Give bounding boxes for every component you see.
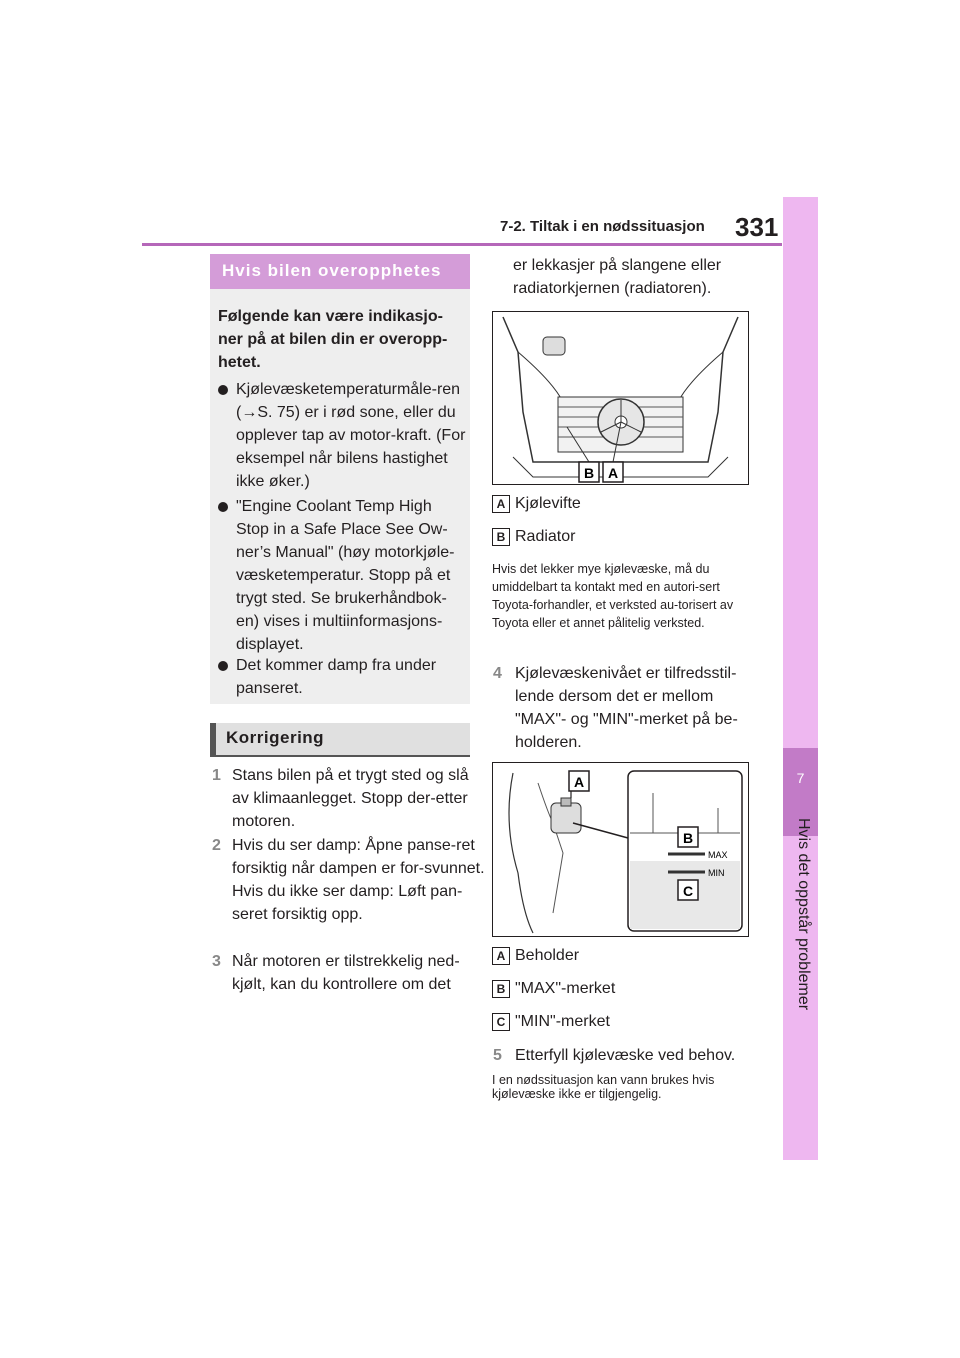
subsection-heading: Korrigering	[210, 723, 470, 755]
legend-text: "MIN"-merket	[515, 1013, 610, 1030]
intro-text: Følgende kan være indikasjo-ner på at bilen din er overopp-hetet.	[218, 308, 448, 371]
legend-text: Kjølevifte	[515, 495, 581, 512]
section-banner: Hvis bilen overopphetes	[210, 254, 470, 289]
step-text: Stans bilen på et trygt sted og slå av klimaanlegget. Stopp der-etter motoren.	[232, 767, 469, 830]
step-number: 3	[212, 953, 221, 970]
step-5	[493, 1044, 755, 1067]
step-text: Når motoren er tilstrekkelig ned-kjølt, kan du kontrollere om det	[232, 953, 460, 993]
step-1	[212, 764, 487, 833]
legend-item	[492, 1013, 610, 1033]
bullet-item: Kjølevæsketemperaturmåle-ren (→S. 75) er i rød sone, eller du opplever tap av motor-kraft. (For eksempel når bilens hastighet ikke øker.)	[218, 378, 468, 493]
section-title: 7-2. Tiltak i en nødssituasjon	[500, 218, 705, 235]
figure-callout-a: A	[607, 465, 619, 481]
legend-key: B	[492, 528, 510, 546]
legend-text: "MAX"-merket	[515, 980, 616, 997]
legend-item	[492, 528, 575, 548]
continuation-text: er lekkasjer på slangene eller radiatorkjernen (radiatoren).	[513, 257, 722, 297]
step-number: 4	[493, 665, 502, 682]
chapter-title: Hvis det oppstår problemer	[795, 818, 812, 1011]
legend-key: C	[492, 1013, 510, 1031]
min-mark-label: MIN	[708, 868, 725, 878]
legend-text: Radiator	[515, 528, 576, 545]
legend-text: Beholder	[515, 947, 580, 964]
chapter-number: 7	[796, 770, 805, 786]
bullet-item: "Engine Coolant Temp High Stop in a Safe Place See Ow-ner’s Manual" (høy motorkjøle-væsketemperatur. Stopp på et trygt sted. Se brukerhåndbok-en) vises i multiinformasjons-displayet.	[218, 495, 468, 656]
step-text: Hvis du ser damp: Åpne panse-ret forsiktig når dampen er for-svunnet. Hvis du ikke ser damp: Løft pan-seret forsiktig opp.	[232, 837, 485, 923]
engine-bay-figure	[492, 311, 749, 485]
note-text: Hvis det lekker mye kjølevæske, må du umiddelbart ta kontakt med en autori-sert Toyota-forhandler, et verksted au-torisert av Toyota eller et annet pålitelig verksted.	[492, 562, 734, 630]
step-number: 1	[212, 767, 221, 784]
bullet-item: Det kommer damp fra under panseret.	[218, 654, 468, 700]
step-3	[212, 950, 487, 996]
engine-bay-illustration	[493, 312, 748, 484]
step-text: Etterfyll kjølevæske ved behov.	[515, 1047, 736, 1064]
note-text: I en nødssituasjon kan vann brukes hvis kjølevæske ikke er tilgjengelig.	[492, 1073, 715, 1101]
legend-item	[492, 495, 581, 515]
coolant-reservoir-figure	[492, 762, 749, 937]
coolant-reservoir-illustration	[493, 763, 748, 936]
step-2	[212, 834, 487, 926]
figure-callout-a: A	[573, 774, 585, 790]
figure-callout-b: B	[583, 465, 595, 481]
page-number: 331	[735, 212, 779, 242]
step-4	[493, 662, 755, 754]
chapter-side-tab	[783, 197, 818, 1160]
legend-key: B	[492, 980, 510, 998]
legend-item	[492, 980, 615, 1000]
step-number: 2	[212, 837, 221, 854]
figure-callout-c: C	[682, 883, 694, 899]
figure-callout-b: B	[682, 830, 694, 846]
step-text: Kjølevæskenivået er tilfredsstil-lende dersom det er mellom "MAX"- og "MIN"-merket på be-holderen.	[515, 665, 738, 751]
max-mark-label: MAX	[708, 850, 728, 860]
header-rule	[142, 243, 782, 246]
legend-key: A	[492, 495, 510, 513]
subsection-rule	[210, 755, 470, 757]
legend-item	[492, 947, 579, 967]
legend-key: A	[492, 947, 510, 965]
step-number: 5	[493, 1047, 502, 1064]
